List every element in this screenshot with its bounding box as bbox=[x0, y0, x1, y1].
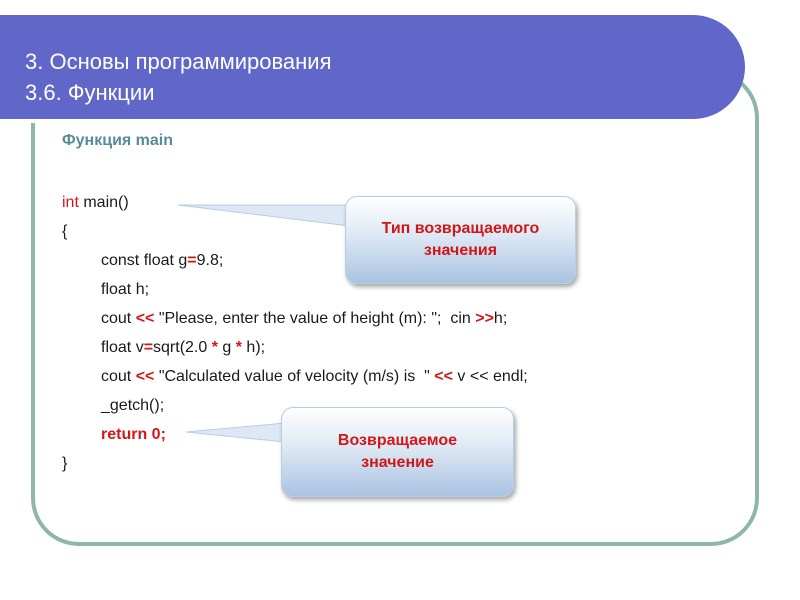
code-text: h; bbox=[493, 310, 508, 327]
code-text: _getch(); bbox=[101, 397, 165, 414]
code-text: h); bbox=[241, 339, 266, 356]
code-operator: = bbox=[143, 339, 154, 356]
code-text: } bbox=[62, 455, 68, 472]
code-operator: >> bbox=[475, 310, 494, 327]
code-operator: << bbox=[434, 368, 453, 385]
code-operator: = bbox=[187, 252, 197, 269]
section-heading: Функция main bbox=[62, 132, 174, 149]
code-operator: * bbox=[235, 339, 242, 356]
code-operator: << bbox=[135, 368, 155, 385]
code-keyword-int: int bbox=[62, 194, 79, 211]
callout-return-value bbox=[281, 407, 514, 497]
code-text: v << endl; bbox=[452, 368, 528, 385]
code-text: sqrt(2.0 bbox=[153, 339, 212, 356]
code-text: main() bbox=[78, 194, 129, 211]
code-operator: << bbox=[135, 310, 155, 327]
code-text: float h; bbox=[101, 281, 150, 298]
code-text: 9.8; bbox=[196, 252, 224, 269]
code-text: cout bbox=[101, 310, 136, 327]
code-text: float v bbox=[101, 339, 144, 356]
code-text: "Please, enter the value of height (m): "; cin bbox=[154, 310, 476, 327]
callout-text: значения bbox=[423, 242, 498, 259]
callout-text: Тип возвращаемого bbox=[381, 220, 540, 237]
code-text: { bbox=[62, 223, 68, 240]
code-return-statement: return 0; bbox=[101, 426, 166, 443]
callout-text: Возвращаемое bbox=[337, 432, 458, 449]
code-text: g bbox=[217, 339, 236, 356]
callout-text: значение bbox=[361, 454, 434, 471]
callout-pointer-return-type bbox=[178, 205, 350, 226]
callout-pointer-return-value bbox=[186, 423, 285, 442]
code-operator: * bbox=[211, 339, 218, 356]
code-text: "Calculated value of velocity (m/s) is " bbox=[154, 368, 435, 385]
code-text: const float g bbox=[101, 252, 188, 269]
slide-title: 3. Основы программирования bbox=[25, 49, 332, 74]
callout-return-type bbox=[345, 196, 576, 284]
code-text: cout bbox=[101, 368, 136, 385]
slide-subtitle-section: 3.6. Функции bbox=[25, 80, 155, 105]
